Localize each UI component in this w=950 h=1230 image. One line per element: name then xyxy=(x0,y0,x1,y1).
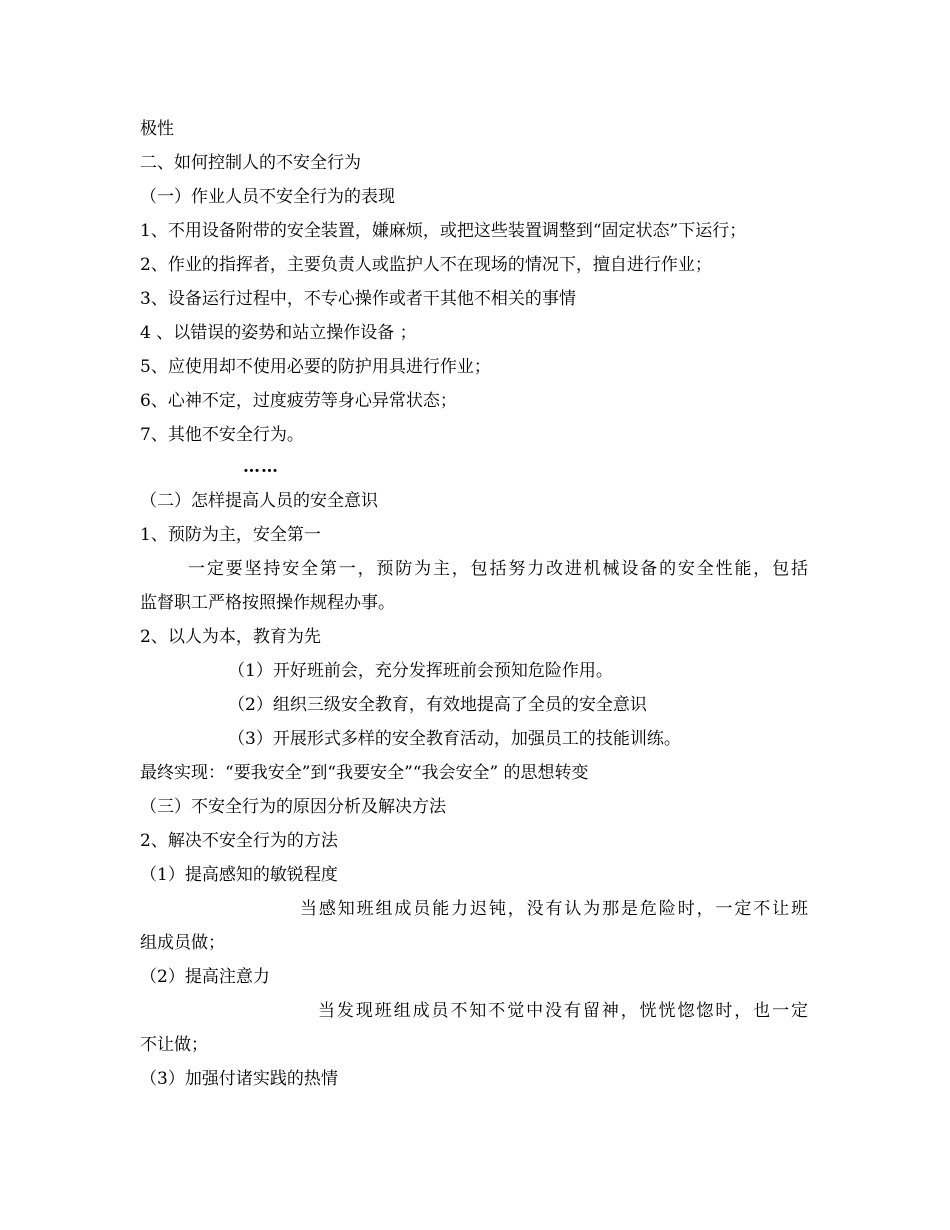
sub-list-item: （1）提高感知的敏锐程度 xyxy=(140,865,338,885)
paragraph-line: 当发现班组成员不知不觉中没有留神，恍恍惚惚时，也一定 xyxy=(318,1001,808,1021)
paragraph-line: 一定要坚持安全第一，预防为主，包括努力改进机械设备的安全性能，包括 xyxy=(188,559,808,579)
subsection-heading: （二）怎样提高人员的安全意识 xyxy=(140,491,378,511)
ellipsis: …… xyxy=(243,457,279,477)
sub-list-item: （3）加强付诸实践的热情 xyxy=(140,1069,338,1089)
list-item: 7、其他不安全行为。 xyxy=(140,425,304,445)
subsection-heading: （一）作业人员不安全行为的表现 xyxy=(140,187,395,207)
paragraph-line: 不让做； xyxy=(140,1035,208,1055)
sub-list-item: （2）组织三级安全教育，有效地提高了全员的安全意识 xyxy=(228,695,647,715)
subsection-heading: （三）不安全行为的原因分析及解决方法 xyxy=(140,797,446,817)
list-item: 2、以人为本，教育为先 xyxy=(140,627,321,647)
sub-list-item: （3）开展形式多样的安全教育活动，加强员工的技能训练。 xyxy=(228,729,681,749)
sub-list-item: （2）提高注意力 xyxy=(140,967,270,987)
list-item: 4 、以错误的姿势和站立操作设备 ； xyxy=(140,323,417,343)
paragraph-line: 当感知班组成员能力迟钝，没有认为那是危险时，一定不让班 xyxy=(300,899,808,919)
text-line: 最终实现：“要我安全”到“我要安全”“我会安全” 的思想转变 xyxy=(140,763,589,783)
list-item: 1、预防为主，安全第一 xyxy=(140,525,321,545)
section-heading: 二、如何控制人的不安全行为 xyxy=(140,153,361,173)
list-item: 2、解决不安全行为的方法 xyxy=(140,831,338,851)
list-item: 5、应使用却不使用必要的防护用具进行作业； xyxy=(140,357,491,377)
paragraph-line: 监督职工严格按照操作规程办事。 xyxy=(140,593,395,613)
paragraph-line: 组成员做； xyxy=(140,933,225,953)
text-line: 极性 xyxy=(140,119,174,139)
list-item: 6、心神不定，过度疲劳等身心异常状态； xyxy=(140,391,457,411)
list-item: 1、不用设备附带的安全装置，嫌麻烦，或把这些装置调整到“固定状态”下运行； xyxy=(140,221,747,241)
list-item: 3、设备运行过程中，不专心操作或者干其他不相关的事情 xyxy=(140,289,576,309)
list-item: 2、作业的指挥者，主要负责人或监护人不在现场的情况下，擅自进行作业； xyxy=(140,255,712,275)
sub-list-item: （1）开好班前会，充分发挥班前会预知危险作用。 xyxy=(228,661,613,681)
